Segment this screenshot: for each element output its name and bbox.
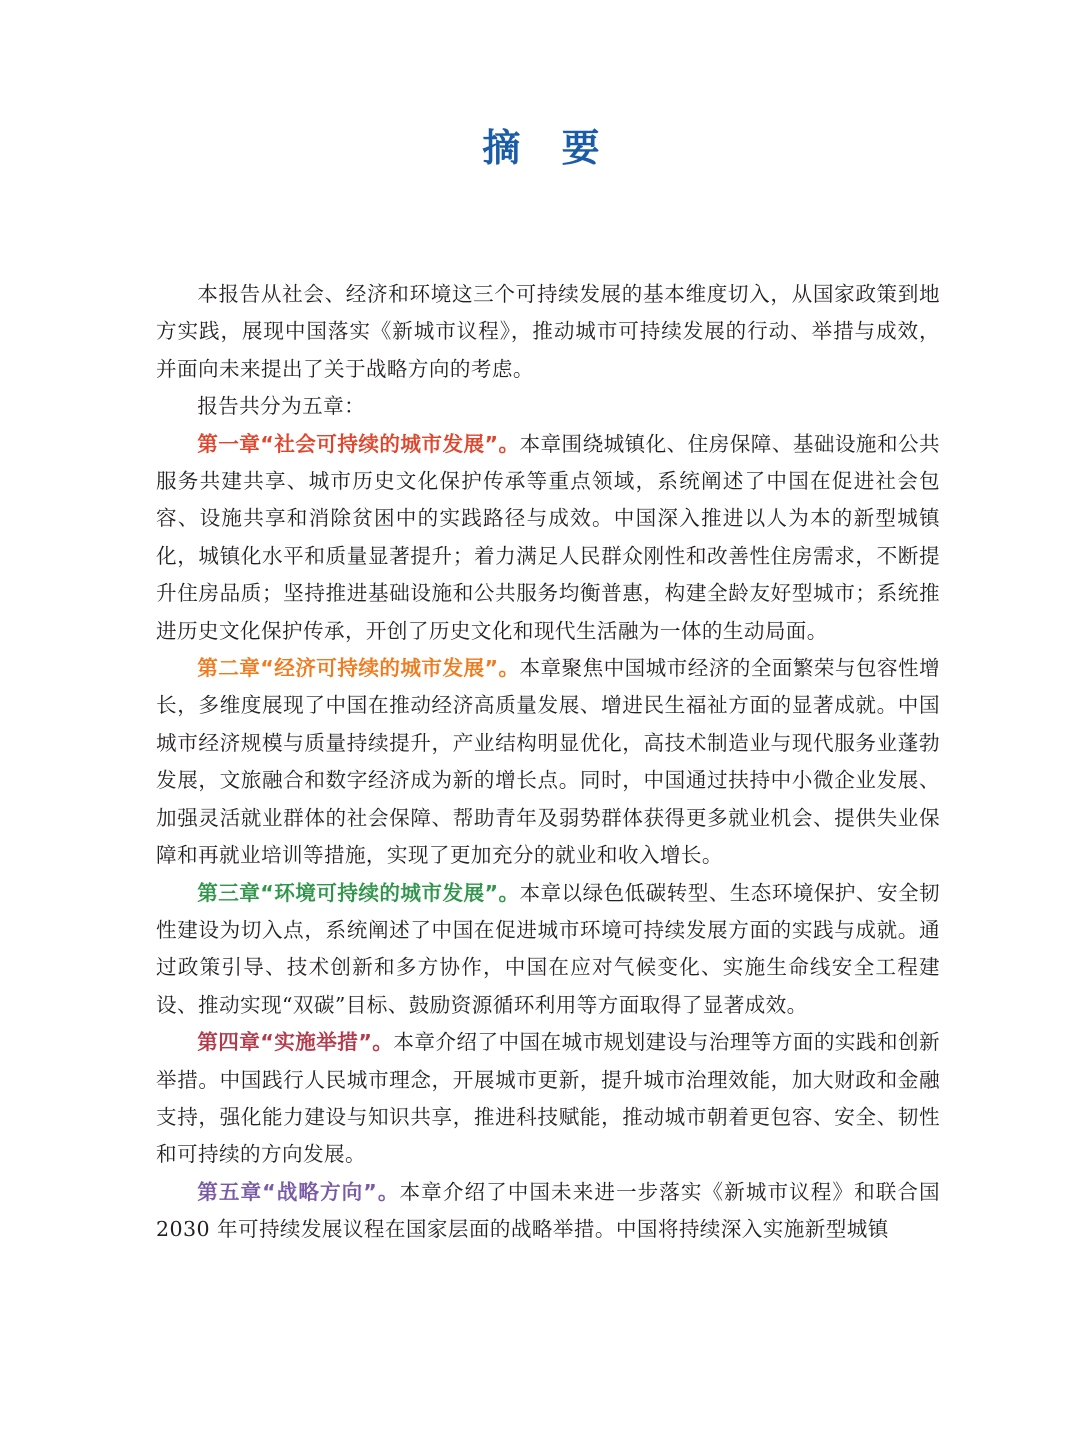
chapter-1-heading: 第一章“社会可持续的城市发展”。 — [197, 431, 520, 456]
chapter-1-paragraph — [156, 426, 940, 650]
chapter-5-paragraph — [156, 1174, 940, 1249]
document-page — [156, 0, 940, 1440]
chapter-3-text: 本章以绿色低碳转型、生态环境保护、安全韧性建设为切入点，系统阐述了中国在促进城市环境可持续发展方面的实践与成就。通过政策引导、技术创新和多方协作，中国在应对气候变化、实施生命线安全工程建设、推动实现“双碳”目标、鼓励资源循环利用等方面取得了显著成效。 — [156, 880, 941, 1017]
chapter-3-heading: 第三章“环境可持续的城市发展”。 — [197, 880, 520, 905]
chapter-4-paragraph — [156, 1024, 940, 1174]
chapter-4-heading: 第四章“实施举措”。 — [197, 1030, 394, 1055]
abstract-body — [156, 276, 940, 1249]
chapter-5-heading: 第五章“战略方向”。 — [197, 1179, 400, 1204]
chapter-5-text: 本章介绍了中国未来进一步落实《新城市议程》和联合国 2030 年可持续发展议程在国家层面的战略举措。中国将持续深入实施新型城镇 — [156, 1179, 941, 1242]
chapter-2-text: 本章聚焦中国城市经济的全面繁荣与包容性增长，多维度展现了中国在推动经济高质量发展、增进民生福祉方面的显著成就。中国城市经济规模与质量持续提升，产业结构明显优化，高技术制造业与现代服务业蓬勃发展，文旅融合和数字经济成为新的增长点。同时，中国通过扶持中小微企业发展、加强灵活就业群体的社会保障、帮助青年及弱势群体获得更多就业机会、提供失业保障和再就业培训等措施，实现了更加充分的就业和收入增长。 — [156, 656, 941, 868]
chapter-2-paragraph — [156, 650, 940, 874]
chapter-4-text: 本章介绍了中国在城市规划建设与治理等方面的实践和创新举措。中国践行人民城市理念，开展城市更新，提升城市治理效能，加大财政和金融支持，强化能力建设与知识共享，推进科技赋能，推动城市朝着更包容、安全、韧性和可持续的方向发展。 — [156, 1030, 940, 1167]
chapter-1-text: 本章围绕城镇化、住房保障、基础设施和公共服务共建共享、城市历史文化保护传承等重点领域，系统阐述了中国在促进社会包容、设施共享和消除贫困中的实践路径与成效。中国深入推进以人为本的新型城镇化，城镇化水平和质量显著提升；着力满足人民群众刚性和改善性住房需求，不断提升住房品质；坚持推进基础设施和公共服务均衡普惠，构建全龄友好型城市；系统推进历史文化保护传承，开创了历史文化和现代生活融为一体的生动局面。 — [156, 431, 941, 643]
page-title: 摘 要 — [482, 126, 614, 170]
chapter-3-paragraph — [156, 875, 940, 1025]
chapter-count-paragraph: 报告共分为五章： — [197, 394, 366, 419]
chapter-2-heading: 第二章“经济可持续的城市发展”。 — [197, 656, 520, 681]
intro-paragraph: 本报告从社会、经济和环境这三个可持续发展的基本维度切入，从国家政策到地方实践，展现中国落实《新城市议程》，推动城市可持续发展的行动、举措与成效，并面向未来提出了关于战略方向的考虑。 — [156, 282, 940, 381]
